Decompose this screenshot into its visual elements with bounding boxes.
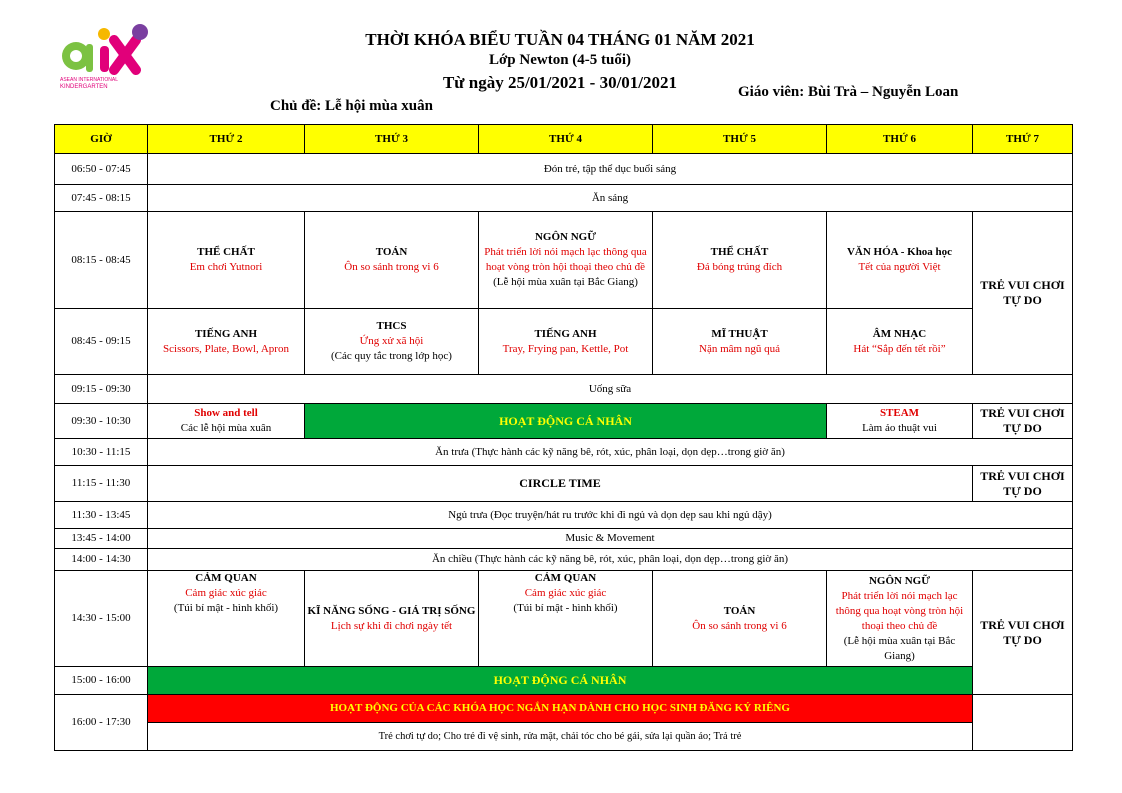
svg-text:ASEAN INTERNATIONAL: ASEAN INTERNATIONAL (60, 77, 118, 83)
lesson-cell: NGÔN NGỮ Phát triển lời nói mạch lạc thông qua hoạt vòng tròn hội thoại theo chủ đề (Lễ hội mùa xuân tại Bắc Giang) (827, 571, 973, 667)
lesson-cell: CẢM QUAN Cảm giác xúc giác (Túi bí mật - hình khối) (479, 571, 653, 667)
school-logo (56, 18, 166, 90)
col-tue: THỨ 3 (305, 125, 479, 154)
table-row (55, 154, 1073, 185)
activity-cell: Ngủ trưa (Đọc truyện/hát ru trước khi đi ngủ và dọn dẹp sau khi ngủ dậy) (148, 502, 1073, 529)
table-row (55, 549, 1073, 571)
time-cell: 06:50 - 07:45 (55, 154, 148, 185)
time-cell: 08:15 - 08:45 (55, 212, 148, 309)
table-row (55, 212, 1073, 309)
lesson-cell: THCS Ứng xử xã hội (Các quy tắc trong lớp học) (305, 309, 479, 375)
time-cell: 07:45 - 08:15 (55, 185, 148, 212)
time-cell: 11:30 - 13:45 (55, 502, 148, 529)
table-row (55, 502, 1073, 529)
free-play-cell: TRẺ VUI CHƠI TỰ DO (973, 404, 1073, 439)
lesson-cell: CẢM QUAN Cảm giác xúc giác (Túi bí mật - hình khối) (148, 571, 305, 667)
time-cell: 08:45 - 09:15 (55, 309, 148, 375)
short-course-bar: HOẠT ĐỘNG CỦA CÁC KHÓA HỌC NGẮN HẠN DÀNH CHO HỌC SINH ĐĂNG KÝ RIÊNG (148, 695, 973, 723)
circle-time-cell: CIRCLE TIME (148, 466, 973, 502)
time-cell: 13:45 - 14:00 (55, 529, 148, 549)
activity-cell: Uống sữa (148, 375, 1073, 404)
schedule-title: THỜI KHÓA BIỂU TUẦN 04 THÁNG 01 NĂM 2021 (365, 30, 755, 49)
table-row (55, 723, 1073, 751)
class-name: Lớp Newton (4-5 tuổi) (488, 52, 632, 68)
lesson-cell: KĨ NĂNG SỐNG - GIÁ TRỊ SỐNG Lịch sự khi đi chơi ngày tết (305, 571, 479, 667)
time-cell: 10:30 - 11:15 (55, 439, 148, 466)
lesson-cell: TOÁN Ôn so sánh trong vi 6 (305, 212, 479, 309)
svg-text:KINDERGARTEN: KINDERGARTEN (60, 84, 108, 90)
activity-cell: Ăn chiều (Thực hành các kỹ năng bê, rót, xúc, phân loại, dọn dẹp…trong giờ ăn) (148, 549, 1073, 571)
lesson-cell: Show and tell Các lễ hội mùa xuân (148, 404, 305, 439)
activity-cell: Trẻ chơi tự do; Cho trẻ đi vệ sinh, rửa mặt, chải tóc cho bé gái, sửa lại quần áo; Trả trẻ (148, 723, 973, 751)
time-cell: 14:00 - 14:30 (55, 549, 148, 571)
individual-activity-bar: HOẠT ĐỘNG CÁ NHÂN (148, 667, 973, 695)
time-cell: 11:15 - 11:30 (55, 466, 148, 502)
empty-cell (973, 695, 1073, 751)
col-mon: THỨ 2 (148, 125, 305, 154)
lesson-cell: TOÁN Ôn so sánh trong vi 6 (653, 571, 827, 667)
table-row (55, 529, 1073, 549)
table-row (55, 466, 1073, 502)
table-row (55, 571, 1073, 667)
timetable (54, 124, 1073, 751)
table-row (55, 375, 1073, 404)
table-row (55, 309, 1073, 375)
individual-activity-bar: HOẠT ĐỘNG CÁ NHÂN (305, 404, 827, 439)
lesson-cell: MĨ THUẬT Nặn mâm ngũ quả (653, 309, 827, 375)
col-time: GIỜ (55, 125, 148, 154)
time-cell: 09:15 - 09:30 (55, 375, 148, 404)
table-row (55, 404, 1073, 439)
date-range: Từ ngày 25/01/2021 - 30/01/2021 (442, 73, 678, 92)
lesson-cell: TIẾNG ANH Scissors, Plate, Bowl, Apron (148, 309, 305, 375)
col-fri: THỨ 6 (827, 125, 973, 154)
lesson-cell: TIẾNG ANH Tray, Frying pan, Kettle, Pot (479, 309, 653, 375)
table-row (55, 695, 1073, 723)
lesson-cell: STEAM Làm ảo thuật vui (827, 404, 973, 439)
lesson-cell: THỂ CHẤT Em chơi Yutnori (148, 212, 305, 309)
activity-cell: Ăn trưa (Thực hành các kỹ năng bê, rót, xúc, phân loại, dọn dẹp…trong giờ ăn) (148, 439, 1073, 466)
free-play-cell: TRẺ VUI CHƠI TỰ DO (973, 212, 1073, 375)
col-sat: THỨ 7 (973, 125, 1073, 154)
lesson-cell: VĂN HÓA - Khoa học Tết của người Việt (827, 212, 973, 309)
teachers: Giáo viên: Bùi Trà – Nguyễn Loan (738, 84, 959, 100)
free-play-cell: TRẺ VUI CHƠI TỰ DO (973, 466, 1073, 502)
col-wed: THỨ 4 (479, 125, 653, 154)
theme: Chủ đề: Lễ hội mùa xuân (270, 98, 433, 114)
time-cell: 15:00 - 16:00 (55, 667, 148, 695)
lesson-cell: NGÔN NGỮ Phát triển lời nói mạch lạc thông qua hoạt vòng tròn hội thoại theo chủ đề (Lễ hội mùa xuân tại Bắc Giang) (479, 212, 653, 309)
activity-cell: Ăn sáng (148, 185, 1073, 212)
activity-cell: Đón trẻ, tập thể dục buổi sáng (148, 154, 1073, 185)
col-thu: THỨ 5 (653, 125, 827, 154)
table-row (55, 667, 1073, 695)
free-play-cell: TRẺ VUI CHƠI TỰ DO (973, 571, 1073, 695)
header-row (55, 125, 1073, 154)
lesson-cell: ÂM NHẠC Hát “Sắp đến tết rồi” (827, 309, 973, 375)
time-cell: 16:00 - 17:30 (55, 695, 148, 751)
table-row (55, 185, 1073, 212)
activity-cell: Music & Movement (148, 529, 1073, 549)
lesson-cell: THỂ CHẤT Đá bóng trúng đích (653, 212, 827, 309)
table-row (55, 439, 1073, 466)
time-cell: 14:30 - 15:00 (55, 571, 148, 667)
time-cell: 09:30 - 10:30 (55, 404, 148, 439)
